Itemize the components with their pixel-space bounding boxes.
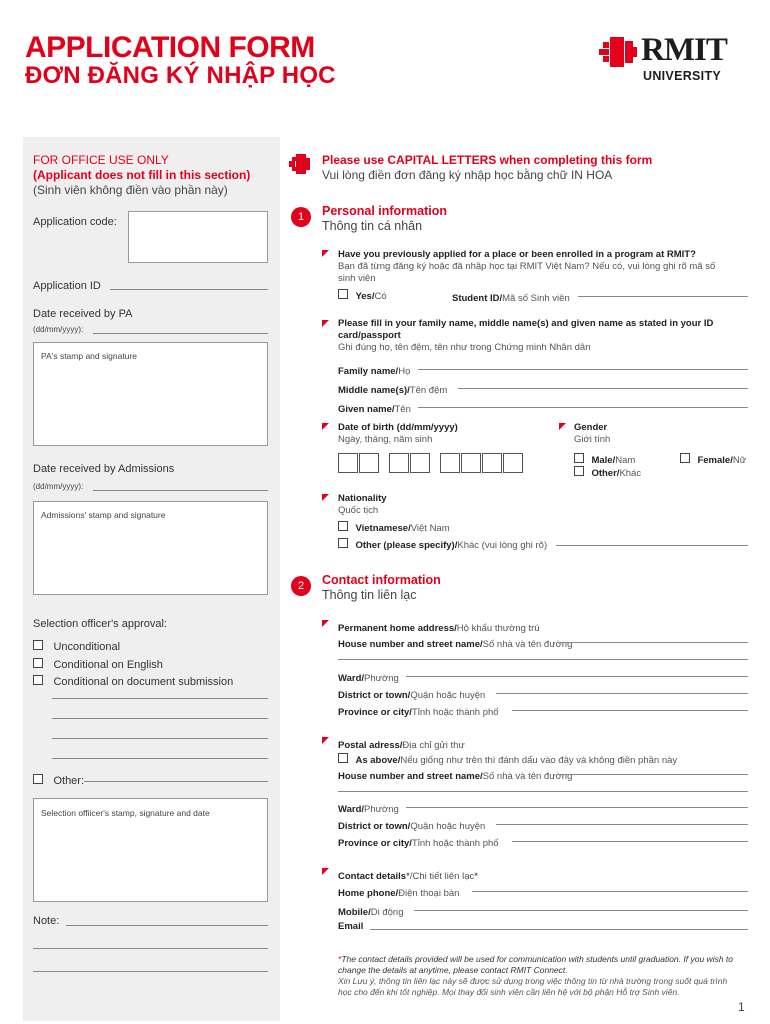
approval-other-field[interactable] xyxy=(84,781,268,782)
yes-checkbox[interactable] xyxy=(338,289,348,299)
office-subheading-vi: (Sinh viên không điền vào phần này) xyxy=(33,183,228,197)
app-code-field[interactable] xyxy=(128,211,268,263)
approval-other[interactable]: Other: xyxy=(33,771,84,789)
approval-label: Selection officer's approval: xyxy=(33,618,167,630)
logo-subtitle: UNIVERSITY xyxy=(643,69,722,83)
nationality-label: Nationality xyxy=(338,493,387,504)
nationality-other-option[interactable]: Other (please specify)/Khác (vui lòng ghi rõ) xyxy=(338,535,547,553)
home-phone-label: Home phone/Điện thoại bàn xyxy=(338,888,460,899)
date-adm-format: (dd/mm/yyyy): xyxy=(33,482,84,491)
section1-number: 1 xyxy=(291,207,311,227)
dob-digit[interactable] xyxy=(389,453,409,473)
dob-boxes[interactable] xyxy=(338,453,523,473)
dob-digit[interactable] xyxy=(503,453,523,473)
middle-name-field[interactable] xyxy=(458,388,748,389)
adm-stamp-label: Admissions' stamp and signature xyxy=(41,510,166,520)
rmit-marker-icon xyxy=(289,154,311,174)
dob-digit[interactable] xyxy=(410,453,430,473)
other-gender-option[interactable]: Other/Khác xyxy=(574,463,641,481)
gender-label: Gender xyxy=(574,422,608,433)
approval-other-checkbox[interactable] xyxy=(33,774,43,784)
form-title: APPLICATION FORM xyxy=(25,31,315,64)
section2-title-vi: Thông tin liên lạc xyxy=(322,588,417,602)
email-label: Email xyxy=(338,921,364,932)
other-gender-checkbox[interactable] xyxy=(574,466,584,476)
bullet-icon xyxy=(322,868,329,875)
nationality-label-vi: Quốc tịch xyxy=(338,505,379,516)
house2-field[interactable] xyxy=(560,774,748,775)
office-heading: FOR OFFICE USE ONLY xyxy=(33,153,169,167)
dob-label-vi: Ngày, tháng, năm sinh xyxy=(338,434,433,445)
dob-digit[interactable] xyxy=(461,453,481,473)
gender-label-vi: Giới tính xyxy=(574,434,611,445)
province2-field[interactable] xyxy=(512,841,748,842)
ward-label: Ward/Phường xyxy=(338,673,399,684)
dob-digit[interactable] xyxy=(359,453,379,473)
bullet-icon xyxy=(322,423,329,430)
pa-stamp-label: PA's stamp and signature xyxy=(41,351,137,361)
q1-vi: Bạn đã từng đăng ký hoặc đã nhập học tại RMIT Việt Nam? Nếu có, vui lòng ghi rõ mã số sinh viên xyxy=(338,261,716,284)
date-adm-field[interactable] xyxy=(93,490,268,491)
q1-en: Have you previously applied for a place or been enrolled in a program at RMIT? xyxy=(338,249,696,260)
note-line[interactable] xyxy=(33,948,268,949)
q2-en: Please fill in your family name, middle name(s) and given name as stated in your ID card/passport xyxy=(338,318,714,341)
form-title-vi: ĐƠN ĐĂNG KÝ NHẬP HỌC xyxy=(25,62,336,89)
bullet-icon xyxy=(322,320,329,327)
province-field[interactable] xyxy=(512,710,748,711)
app-code-label: Application code: xyxy=(33,216,117,228)
date-pa-label: Date received by PA xyxy=(33,308,133,320)
bullet-icon xyxy=(322,620,329,627)
postal-label: Postal adress/Địa chỉ gửi thư xyxy=(338,740,465,751)
vietnamese-option[interactable]: Vietnamese/Việt Nam xyxy=(338,518,450,536)
contact-note-vi: Xin Lưu ý, thông tin liên lạc này sẽ được sử dụng trong việc thông tin từ nhà trường trong suốt quá trình học cho đến khi tốt nghiệp. Mọi thay đổi sinh viên cần liên hệ với bộ phận Hỗ trợ Sinh viên. xyxy=(338,976,728,997)
family-name-label: Family name/Họ xyxy=(338,366,411,377)
house2-label: House number and street name/Số nhà và tên đường xyxy=(338,771,573,782)
house2-field-2[interactable] xyxy=(338,791,748,792)
q2-vi: Ghi đúng họ, tên đệm, tên như trong Chứng minh Nhân dân xyxy=(338,342,591,353)
province2-label: Province or city/Tỉnh hoặc thành phố xyxy=(338,838,499,849)
approval-line[interactable] xyxy=(52,718,268,719)
note-line[interactable] xyxy=(33,971,268,972)
date-adm-label: Date received by Admissions xyxy=(33,463,175,475)
house-field[interactable] xyxy=(560,642,748,643)
contact-note: *The contact details provided will be used for communication with students until graduation. If you wish to change the details at anytime, please contact RMIT Connect. xyxy=(338,954,733,975)
dob-digit[interactable] xyxy=(338,453,358,473)
date-pa-format: (dd/mm/yyyy): xyxy=(33,325,84,334)
approval-checkbox[interactable] xyxy=(33,640,43,650)
approval-option[interactable]: Conditional on English xyxy=(33,655,163,673)
mobile-field[interactable] xyxy=(414,910,748,911)
email-field[interactable] xyxy=(370,929,748,930)
perm-address-label: Permanent home address/Hộ khẩu thường trú xyxy=(338,623,540,634)
bullet-icon xyxy=(559,423,566,430)
ward2-label: Ward/Phường xyxy=(338,804,399,815)
middle-name-label: Middle name(s)/Tên đệm xyxy=(338,385,448,396)
officer-stamp-label: Selection offiicer's stamp, signature and date xyxy=(41,808,210,818)
student-id-field[interactable] xyxy=(578,296,748,297)
page-number: 1 xyxy=(738,1000,745,1014)
male-checkbox[interactable] xyxy=(574,453,584,463)
approval-option[interactable]: Unconditional xyxy=(33,637,120,655)
given-name-field[interactable] xyxy=(418,407,748,408)
male-option[interactable]: Male/Nam xyxy=(574,450,635,468)
dob-digit[interactable] xyxy=(440,453,460,473)
bullet-icon xyxy=(322,250,329,257)
ward2-field[interactable] xyxy=(406,807,748,808)
approval-line[interactable] xyxy=(52,758,268,759)
dob-digit[interactable] xyxy=(482,453,502,473)
contact-details-label: Contact details*/Chi tiết liên lạc* xyxy=(338,871,478,882)
approval-checkbox[interactable] xyxy=(33,658,43,668)
female-checkbox[interactable] xyxy=(680,453,690,463)
female-option[interactable]: Female/Nữ xyxy=(680,450,746,468)
date-pa-field[interactable] xyxy=(93,333,268,334)
family-name-field[interactable] xyxy=(418,369,748,370)
district2-label: District or town/Quận hoặc huyện xyxy=(338,821,486,832)
section1-title-vi: Thông tin cá nhân xyxy=(322,219,423,233)
ward-field[interactable] xyxy=(406,676,748,677)
logo-wordmark: RMIT xyxy=(641,32,727,68)
house-label: House number and street name/Số nhà và tên đường xyxy=(338,639,573,650)
vietnamese-checkbox[interactable] xyxy=(338,521,348,531)
yes-option[interactable]: Yes/Có xyxy=(338,286,387,304)
house-field-2[interactable] xyxy=(338,659,748,660)
section2-title: Contact information xyxy=(322,573,441,587)
province-label: Province or city/Tỉnh hoặc thành phố xyxy=(338,707,499,718)
as-above-option[interactable]: As above/Nếu giống như trên thì đánh dấu vào đây và không điền phần này xyxy=(338,750,677,768)
approval-option[interactable]: Conditional on document submission xyxy=(33,672,233,690)
nationality-other-field[interactable] xyxy=(556,545,748,546)
given-name-label: Given name/Tên xyxy=(338,404,411,415)
nationality-other-checkbox[interactable] xyxy=(338,538,348,548)
dob-label: Date of birth (dd/mm/yyyy) xyxy=(338,422,458,433)
note-line[interactable] xyxy=(66,925,268,926)
app-id-label: Application ID xyxy=(33,280,101,292)
section1-title: Personal information xyxy=(322,204,448,218)
district2-field[interactable] xyxy=(496,824,748,825)
intro-title-vi: Vui lòng điền đơn đăng ký nhập học bằng chữ IN HOA xyxy=(322,168,613,182)
note-label: Note: xyxy=(33,915,60,927)
district-field[interactable] xyxy=(496,693,748,694)
home-phone-field[interactable] xyxy=(472,891,748,892)
bullet-icon xyxy=(322,737,329,744)
app-id-field[interactable] xyxy=(110,289,268,290)
section2-number: 2 xyxy=(291,576,311,596)
approval-checkbox[interactable] xyxy=(33,675,43,685)
mobile-label: Mobile/Di động xyxy=(338,907,404,918)
bullet-icon xyxy=(322,494,329,501)
intro-title: Please use CAPITAL LETTERS when completing this form xyxy=(322,153,653,167)
district-label: District or town/Quận hoặc huyện xyxy=(338,690,486,701)
office-subheading: (Applicant does not fill in this section) xyxy=(33,168,251,182)
student-id-label: Student ID/Mã số Sinh viên xyxy=(452,293,570,304)
as-above-checkbox[interactable] xyxy=(338,753,348,763)
rmit-pixel-logo-icon xyxy=(599,37,637,67)
approval-line[interactable] xyxy=(52,698,268,699)
approval-line[interactable] xyxy=(52,738,268,739)
